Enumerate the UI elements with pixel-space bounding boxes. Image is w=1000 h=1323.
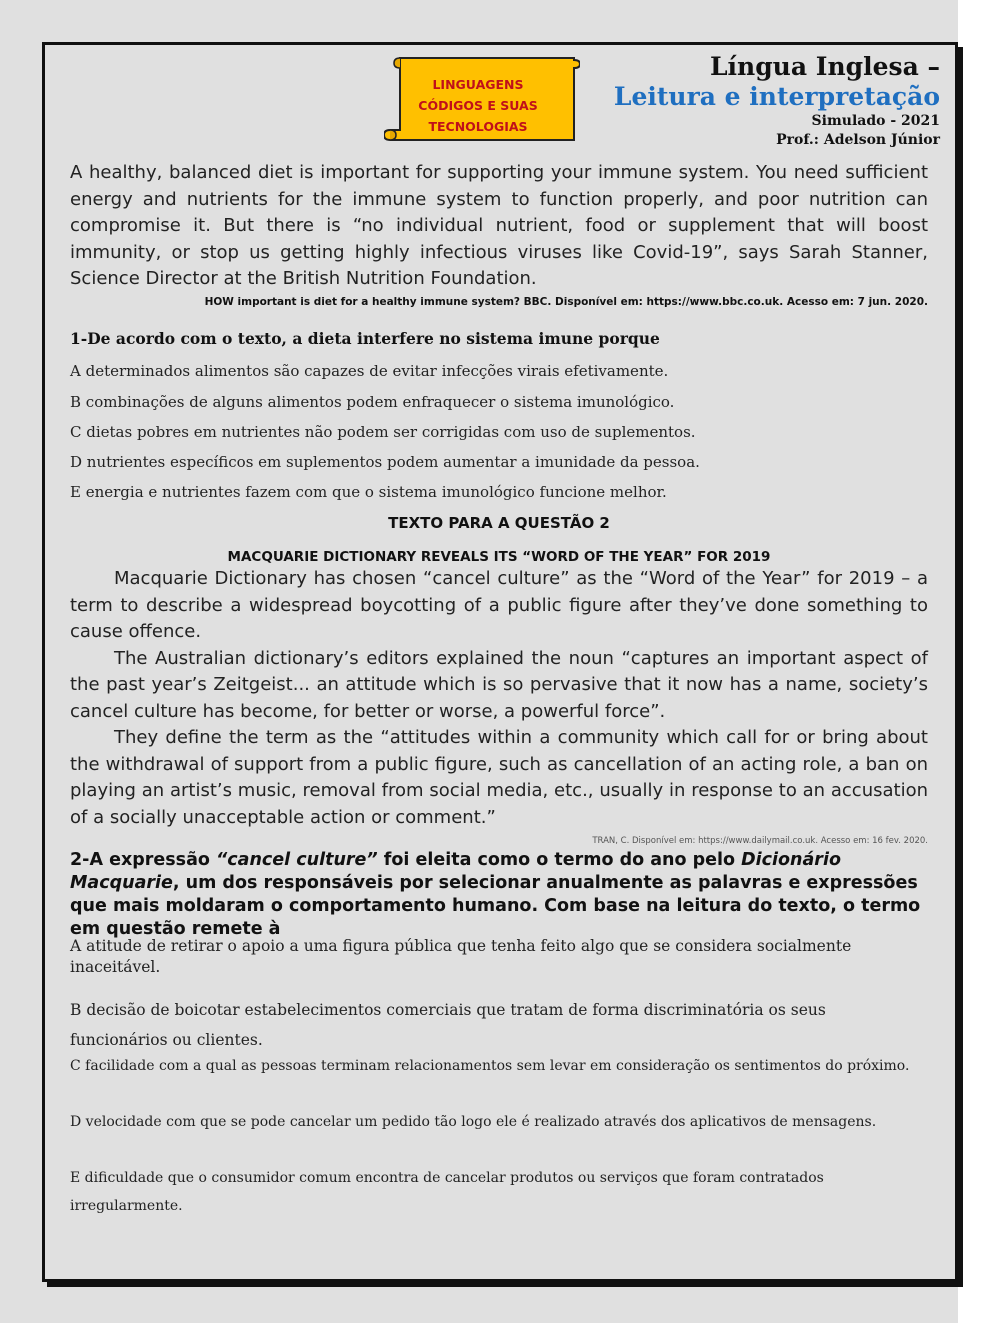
text2-paragraph-1: Macquarie Dictionary has chosen “cancel culture” as the “Word of the Year” for 2019 – a term to describe a widespread boycotting of a public figure after they’ve done something to cause offence. [70,568,928,642]
text2-headline: MACQUARIE DICTIONARY REVEALS ITS “WORD OF THE YEAR” FOR 2019 [227,549,771,565]
text2-body [70,566,928,831]
q2-prompt-term: “cancel culture” [216,850,378,870]
q2-prompt-dict: Dicionário Macquarie [70,850,841,893]
q2-prompt-mid: foi eleita como o termo do ano pelo [377,850,742,870]
text1-paragraph: A healthy, balanced diet is important for supporting your immune system. You need sufficient energy and nutrients for the immune system to function properly, and poor nutrition can compromise it. But there is “no individual nutrient, food or supplement that will boost immunity, or stop us getting highly infectious viruses like Covid-19”, says Sarah Stanner, Science Director at the British Nutrition Foundation. [70,162,928,289]
text2-label: TEXTO PARA A QUESTÃO 2 [388,514,610,532]
text2-paragraph-2: The Australian dictionary’s editors explained the noun “captures an important aspect of the past year’s Zeitgeist... an attitude which is so pervasive that it now has a name, society’s cancel culture has become, for better or worse, a powerful force”. [70,647,928,722]
banner-line-1: LINGUAGENS [432,77,524,92]
q2-option-b[interactable]: B decisão de boicotar estabelecimentos comerciais que tratam de forma discriminatória os seus funcionários ou clientes. [70,1001,826,1049]
banner-line-2: CÓDIGOS E SUAS [418,98,538,113]
q1-option-c[interactable]: C dietas pobres em nutrientes não podem ser corrigidas com uso de suplementos. [70,423,696,441]
header-exam: Simulado - 2021 [811,113,940,129]
q1-option-d[interactable]: D nutrientes específicos em suplementos podem aumentar a imunidade da pessoa. [70,453,700,471]
q2-option-c[interactable]: C facilidade com a qual as pessoas terminam relacionamentos sem levar em consideração os sentimentos do próximo. [70,1058,910,1074]
right-margin-strip [958,0,1000,1323]
q2-prompt-end: , um dos responsáveis por selecionar anualmente as palavras e expressões que mais moldaram o comportamento humano. Com base na leitura do texto, o termo em questão remete à [70,873,921,939]
text2-paragraph-3: They define the term as the “attitudes within a community which call for or bring about the withdrawal of support from a public figure, such as cancellation of an acting role, a ban on playing an artist’s music, removal from social media, etc., usually in response to an accusation of a socially unacceptable action or comment.” [70,727,928,828]
banner-text [394,74,562,137]
text1-source: HOW important is diet for a healthy immune system? BBC. Disponível em: https://www.bbc.co.uk. Acesso em: 7 jun. 2020. [204,296,928,308]
q1-option-b[interactable]: B combinações de alguns alimentos podem enfraquecer o sistema imunológico. [70,393,675,411]
q2-prompt-start: 2-A expressão [70,850,217,870]
q1-option-e[interactable]: E energia e nutrientes fazem com que o sistema imunológico funcione melhor. [70,483,667,501]
document-header [614,52,940,150]
question2-prompt [70,849,930,941]
header-teacher: Prof.: Adelson Júnior [776,132,940,148]
text1-body [70,160,928,293]
text2-source: TRAN, C. Disponível em: https://www.dailymail.co.uk. Acesso em: 16 fev. 2020. [592,836,928,846]
q2-option-e[interactable]: E dificuldade que o consumidor comum encontra de cancelar produtos ou serviços que foram contratados irregularmente. [70,1170,824,1214]
subject-area-banner [384,54,580,146]
question1-prompt: 1-De acordo com o texto, a dieta interfere no sistema imune porque [70,329,660,348]
header-subtitle: Leitura e interpretação [613,82,940,111]
banner-line-3: TECNOLOGIAS [428,119,528,134]
q2-option-d[interactable]: D velocidade com que se pode cancelar um pedido tão logo ele é realizado através dos aplicativos de mensagens. [70,1114,877,1130]
q1-option-a[interactable]: A determinados alimentos são capazes de evitar infecções virais efetivamente. [70,362,669,380]
q2-option-a[interactable]: A atitude de retirar o apoio a uma figura pública que tenha feito algo que se considera socialmente inaceitável. [70,937,852,976]
header-title: Língua Inglesa – [709,52,940,81]
